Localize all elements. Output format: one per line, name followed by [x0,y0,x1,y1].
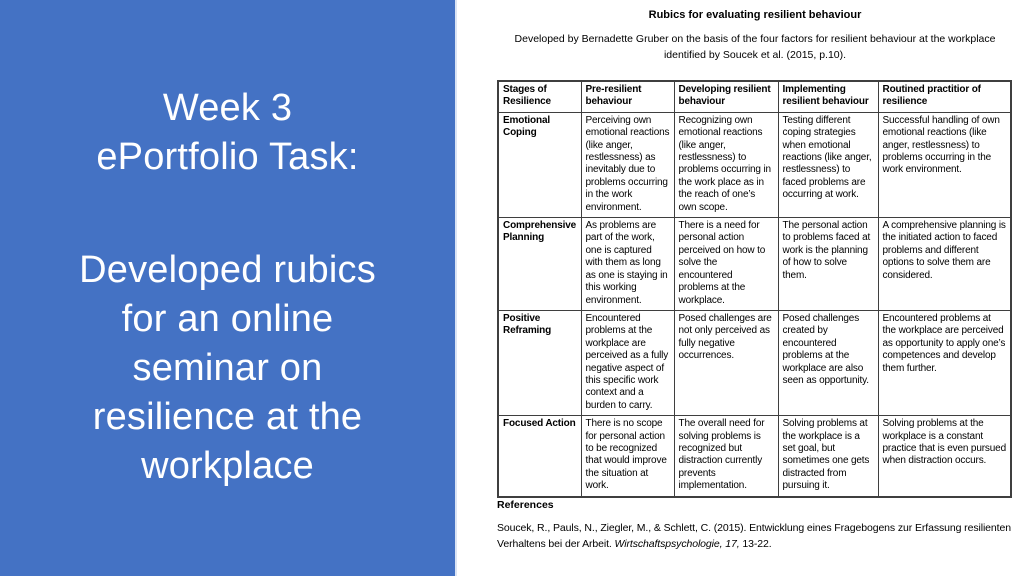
table-cell: Posed challenges are not only perceived as fully negative occurrences. [674,310,778,415]
reference-text: Soucek, R., Pauls, N., Ziegler, M., & Schlett, C. (2015). Entwicklung eines Fragebogens zur Erfassung resilienten Verhaltens bei der Arbeit. [497,522,1011,550]
task-description-line: Developed rubics [79,249,376,291]
rubric-table [497,80,1012,498]
references-section [497,499,1013,552]
table-cell: There is a need for personal action perceived on how to solve the encountered problems at the workplace. [674,218,778,311]
left-title-panel [0,0,457,576]
task-title-line: ePortfolio Task: [96,136,359,178]
task-description-line: seminar on [132,347,323,389]
table-cell: Successful handling of own emotional reactions (like anger, restlessness) to problems occurring in the work environment. [878,112,1011,217]
table-cell: The overall need for solving problems is recognized but distraction currently prevents implementation. [674,416,778,497]
column-header-implementing: Implementing resilient behaviour [778,81,878,112]
reference-pages: 13-22. [739,537,772,550]
table-cell: Encountered problems at the workplace are perceived as a fully negative aspect of this specific work context and a burden to carry. [581,310,674,415]
table-cell: Posed challenges created by encountered problems at the workplace are also seen as opportunity. [778,310,878,415]
rubric-title: Rubics for evaluating resilient behaviour [648,9,862,21]
table-cell: Testing different coping strategies when emotional reactions (like anger, restlessness) to faced problems are occurring at work. [778,112,878,217]
task-description [0,246,455,491]
stage-cell: Comprehensive Planning [498,218,581,311]
column-header-stages: Stages of Resilience [498,81,581,112]
stage-cell: Focused Action [498,416,581,497]
table-cell: As problems are part of the work, one is captured with them as long as one is staying in this working environment. [581,218,674,311]
table-row-focused-action [498,416,1011,497]
column-header-developing: Developing resilient behaviour [674,81,778,112]
table-cell: The personal action to problems faced at work is the planning of how to solve them. [778,218,878,311]
table-header-row [498,81,1011,112]
table-row-comprehensive-planning [498,218,1011,311]
stage-cell: Positive Reframing [498,310,581,415]
column-header-pre-resilient: Pre-resilient behaviour [581,81,674,112]
task-description-line: workplace [141,445,314,487]
table-cell: There is no scope for personal action to be recognized that would improve the situation at work. [581,416,674,497]
left-text-block [0,84,455,491]
table-cell: Solving problems at the workplace is a set goal, but sometimes one gets distracted from pursuing it. [778,416,878,497]
table-cell: Solving problems at the workplace is a constant practice that is even pursued when distraction occurs. [878,416,1011,497]
content-panel [457,0,1024,576]
references-heading: References [497,499,554,511]
reference-entry [497,521,1013,552]
table-cell: Perceiving own emotional reactions (like anger, restlessness) as inevitably due to problems occurring in the work environment. [581,112,674,217]
rubric-subtitle: Developed by Bernadette Gruber on the basis of the four factors for resilient behaviour at the workplace identified by Soucek et al. (2015, p.10). [514,33,996,61]
table-row-emotional-coping [498,112,1011,217]
column-header-routined: Routined practitior of resilience [878,81,1011,112]
table-cell: Recognizing own emotional reactions (like anger, restlessness) to problems occurring in the work place as in the reach of one’s own scope. [674,112,778,217]
task-description-line: resilience at the [92,396,363,438]
reference-journal: Wirtschaftspsychologie, 17, [614,537,740,550]
week-title-line: Week 3 [162,87,293,129]
stage-cell: Emotional Coping [498,112,581,217]
task-description-line: for an online [121,298,334,340]
table-cell: Encountered problems at the workplace are perceived as opportunity to apply one’s competences and develop them further. [878,310,1011,415]
table-cell: A comprehensive planning is the initiated action to faced problems and different options to solve them are considered. [878,218,1011,311]
table-row-positive-reframing [498,310,1011,415]
